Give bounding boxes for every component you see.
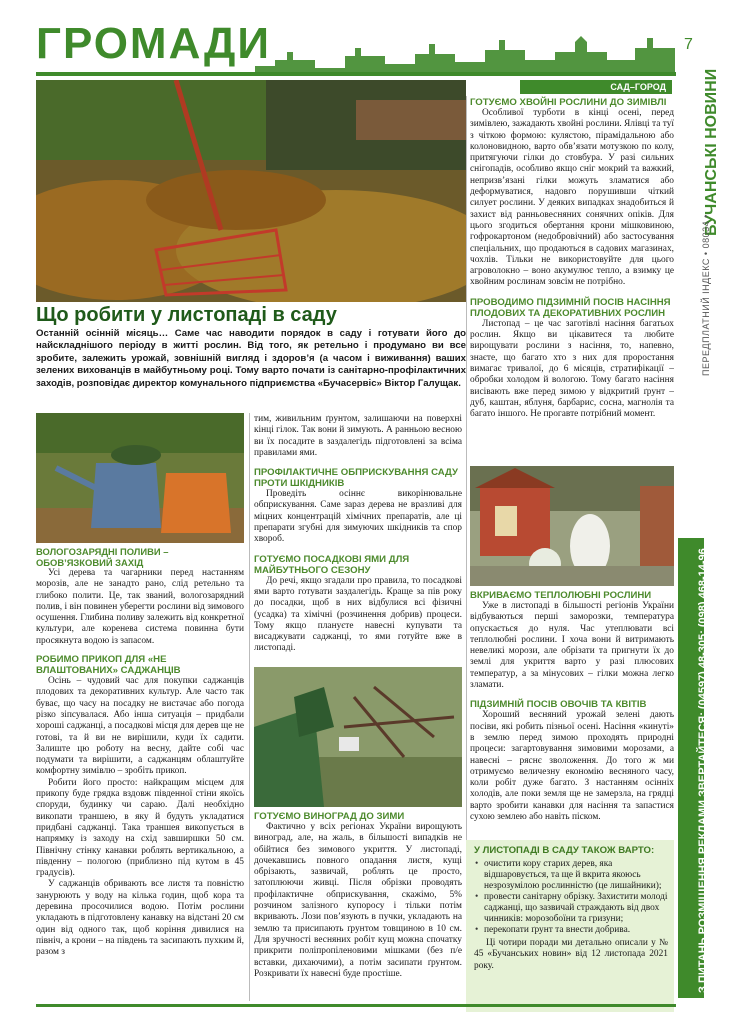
list-item: • перекопати ґрунт та внести добрива.	[484, 925, 668, 936]
paragraph-watering: Усі дерева та чагарники перед настанням морозів, але не занадто рано, слід ретельно та глибоко полити. Це, так званий, вологозарядний полив, і він повинен уберегти рослини від зимового осушення. Глибина поливу залежить від конкретної культури, але коренева система повинна бути просякнута водою із запасом.	[36, 568, 244, 646]
section-tag: САД–ГОРОД	[520, 80, 672, 94]
heading-planting-pits: ГОТУЄМО ПОСАДКОВІ ЯМИ ДЛЯ МАЙБУТНЬОГО СЕЗОНУ	[254, 553, 410, 576]
header-rule	[36, 72, 676, 76]
heading-covering: ВКРИВАЄМО ТЕПЛОЛЮБНІ РОСЛИНИ	[470, 590, 652, 601]
list-item: • очистити кору старих дерев, яка відшаровується, та ще й вкрита якоюсь незрозумілою рослинністю (це лишайники);	[484, 859, 668, 892]
page-number: 7	[684, 36, 693, 53]
paragraph-prikop-3: У саджанців обривають все листя та повністю занурюють у воду на кілька годин, щоб кора та деревина просочилися водою. Потім рослини укладають в підготовлену канавку на відстані 20 см один від одного так, щоб коріння дивилися на північ, а крони – на південь та засипають пухким й, разом з	[36, 879, 244, 958]
column-2-top	[254, 414, 462, 655]
paragraph-planting-pits: До речі, якщо згадали про правила, то посадкові ями варто готувати заздалегідь. Краще за пів року до посадки, щоб в них відбулися всі фізичні (усадка) та хімічні (розчинення добрив) процеси. Тому якщо плануєте навесні купувати та висаджувати саджанці, то ями готуйте вже в листопаді.	[254, 575, 462, 654]
box-title: У ЛИСТОПАДІ В САДУ ТАКОЖ ВАРТО:	[474, 845, 655, 856]
watering-cans-photo	[36, 413, 244, 543]
also-todo-box	[466, 840, 674, 1012]
column-divider	[249, 413, 250, 1001]
page-title: ГРОМАДИ	[36, 19, 271, 68]
heading-conifers: ГОТУЄМО ХВОЙНІ РОСЛИНИ ДО ЗИМІВЛІ	[470, 97, 667, 108]
column-3-bottom	[470, 590, 674, 823]
covered-plants-photo	[470, 466, 674, 586]
column-2-bottom	[254, 811, 462, 980]
ad-contact-banner: З ПИТАНЬ РОЗМІЩЕННЯ РЕКЛАМИ ЗВЕРТАЙТЕСЯ: (04597) 48-305; (098) 468-14-96.	[678, 538, 704, 998]
article-title: Що робити у листопаді в саду	[36, 304, 337, 326]
column-divider-2	[466, 96, 467, 840]
paragraph-conifers: Особливої турботи в кінці осені, перед зимівлею, зажадають хвойні рослини. Ялівці та туї з чіткою формою: кулястою, пірамідальною або колоновидною, варто обв’язати мотузкою по колу, притягуючи гілки до стовбура. У разі сильних снігопадів, особливо якщо сніг мокрий та важкий, непризв’язані гілки можуть зламатися або деформуватися, надовго порушивши чіткий силует рослини. У деяких випадках знадобиться й захист від ранньовесняних сонячних опіків. Для цього згодиться обертання крони мішковиною, гофрокартоном (недобровічний) або застосування спеціальних, що продаються в садових магазинах, чохлів. Тільки не використовуйте для цього агроволокно – воно акумулює тепло, а взимку це хвойним рослинам зовсім не потрібно.	[470, 108, 674, 288]
box-note: Ці чотири поради ми детально описали у № 45 «Бучанських новин» від 12 листопада 2021 року.	[474, 938, 668, 971]
grape-pruning-photo	[254, 667, 462, 807]
paragraph-grapes: Фактично у всіх регіонах України вирощують виноград, але, на жаль, в більшості випадків не обійтися без зимового укриття. У листопаді, дочекавшись повного опадання листя, кущі обрізають, зазвичай, роблять це просто, затоплюючи живці. Після обрізки проводять профілактичне обприскування, скажімо, 5% розчином залізного купоросу і тільки потім вкривають. Лози пов’язують в пучки, укладають на землю та присипають ґрунтом товщиною в 10 см. Для зручності весняних робіт кущ можна спочатку прикрити поліпропіленовими мішками (без п/е вставки, дихаючими), а потім засипати ґрунтом. Розкривати їх навесні буде простіше.	[254, 822, 462, 979]
city-skyline-graphic	[215, 30, 675, 76]
footer-rule	[36, 1004, 676, 1007]
todo-list	[474, 859, 668, 936]
paragraph-vegetables: Хороший весняний урожай зелені дають посіви, які робить пізньої осені. Насіння «кинуті» в землю перед зимою проходять природні процеси: загартовування зимовими морозами, а навесні – ряснє зволоження. До того ж ми отримуємо величезну економію весняного часу, коли робіт дуже багато. З настанням осінніх холодів, але поки земля ще не замерзла, на грядці варто зробити канавки для насіння та запастися сухою землею або навіть піском.	[470, 710, 674, 823]
heading-winter-sowing: ПРОВОДИМО ПІДЗИМНІЙ ПОСІВ НАСІННЯ ПЛОДОВИХ ТА ДЕКОРАТИВНИХ РОСЛИН	[470, 296, 671, 319]
heading-vegetables: ПІДЗИМНІЙ ПОСІВ ОВОЧІВ ТА КВІТІВ	[470, 699, 647, 711]
paragraph-prikop-4: тим, живильним ґрунтом, залишаючи на поверхні кінці гілок. Так вони й зимують. А ранньою весною ви їх посадите в заздалегідь підготовлені за всіма правилами ями.	[254, 414, 462, 458]
subscription-index: ПЕРЕДПЛАТНИЙ ІНДЕКС • 08034 •	[701, 214, 711, 376]
newspaper-name: БУЧАНСЬКІ НОВИНИ	[703, 68, 720, 236]
list-item: • провести санітарну обрізку. Захистити молоді саджанці, що зазвичай страждають від двох чинників: морозобоїни та гризуни;	[484, 892, 668, 925]
paragraph-prikop-2: Робити його просто: найкращим місцем для прикопу буде грядка вздовж південної стіни якоїсь споруди, будинку чи сараю. Далі необхідно викопати траншею, в яку й будуть укладатися придбані саджанці. Така траншея викопується в напрямку із заходу на схід завширшки 50 см. Північну стінку канавки роблять вертикальною, а південну – пологою (приблизно під кутом в 45 градусів).	[36, 777, 244, 879]
paragraph-prikop-1: Осінь – чудовий час для покупки саджанців плодових та декоративних культур. Але часто так буває, що часу на посадку не вистачає або погода різко зіпсувалася. Або інша ситуація – придбали хороші саджанці, а посадкові місця для дерев ще не готові, та й ви не вирішили, куди їх садити. Залиште цю роботу на весну, дайте собі час подумати та вирішити, а саджанцям облаштуйте комфортну зимівлю – зробіть прикоп.	[36, 676, 244, 777]
column-1	[36, 546, 244, 959]
paragraph-spraying: Проведіть осіннє викорінювальне обприскування. Саме зараз дерева не вразливі для міцних концентрацій хімічних препаратів, але ці препарати згубні для зимуючих шкідників та спор хвороб.	[254, 489, 462, 545]
heading-grapes: ГОТУЄМО ВИНОГРАД ДО ЗИМИ	[254, 811, 405, 822]
paragraph-winter-sowing: Листопад – це час заготівлі насіння багатьох рослин. Якщо ви цікавитеся та любите вирощувати рослини з насіння, то, напевно, знаєте, що багато хто з них для проростання вимагає тривалої, до 6 місяців, стратифікації – обробки холодом й вологою. Тому багато насіння висівають вже перед зимою у відкритий ґрунт – дуб, каштан, яблуня, барбарис, сосна, магнолія та багато іншого. Не прогавте потрібний момент.	[470, 318, 674, 420]
heading-prikop: РОБИМО ПРИКОП ДЛЯ «НЕ ВЛАШТОВАНИХ» САДЖАНЦІВ	[36, 654, 181, 677]
rake-leaves-photo	[36, 80, 466, 302]
column-3-top	[470, 97, 674, 420]
paragraph-covering: Уже в листопаді в більшості регіонів України відбуваються перші заморозки, температура опускається до нуля. Час утеплювати всі теплолюбні рослини. І хоча вони й витримають невеликі морози, але обрізати та пригнути їх до землі для укриття варто у разі плюсових температур, а за мінусових – гілки можна легко зламати.	[470, 601, 674, 691]
article-lead: Останній осінній місяць… Саме час наводити порядок в саду і готувати його до найскладнішого періоду в житті рослин. Від того, як ретельно і продумано ви все зробите, залежить урожай, зовнішній вигляд і здоров’я (а часом і виживання) ваших зелених вихованців в майбутньому році. Тому варто почати із санітарно-профілактичних заходів, розповідає директор комунального підприємства «Бучасервіс» Віктор Галущак.	[36, 328, 466, 389]
heading-watering: ВОЛОГОЗАРЯДНІ ПОЛИВИ – ОБОВ’ЯЗКОВИЙ ЗАХІД	[36, 546, 169, 568]
heading-spraying: ПРОФІЛАКТИЧНЕ ОБПРИСКУВАННЯ САДУ ПРОТИ ШКІДНИКІВ	[254, 467, 458, 490]
